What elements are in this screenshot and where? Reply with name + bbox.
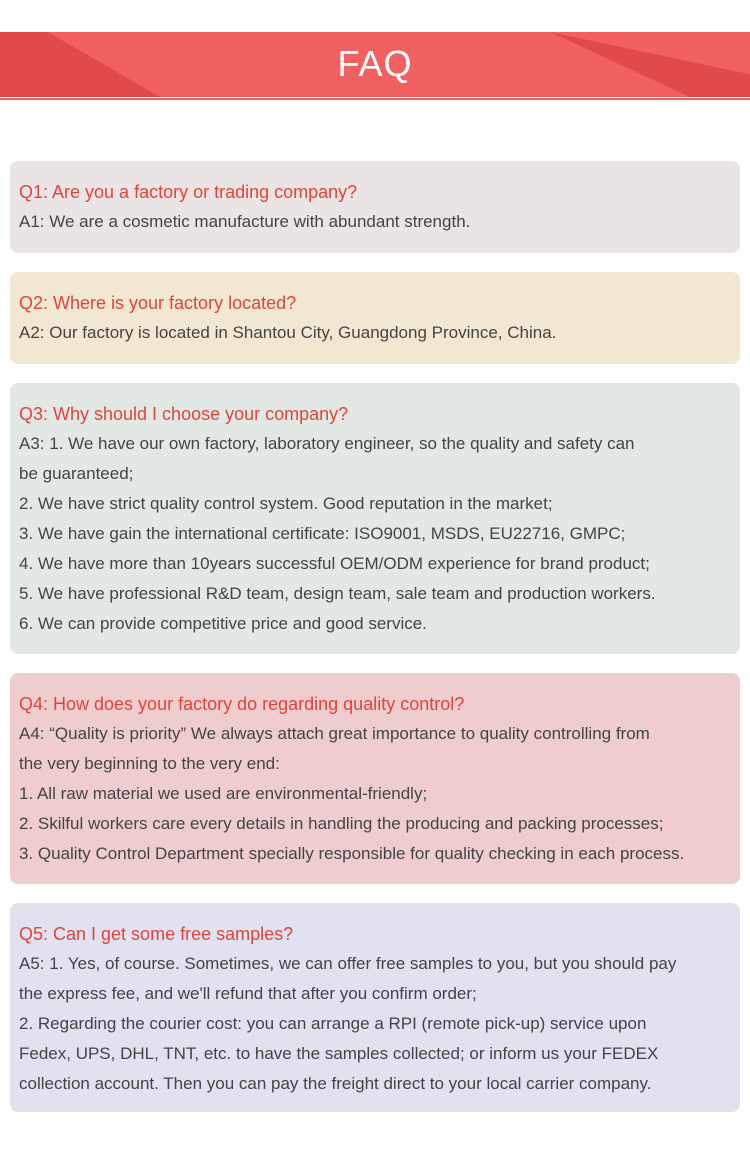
faq-card-q3 — [10, 383, 740, 654]
faq-answer-line: collection account. Then you can pay the freight direct to your local carrier company. — [19, 1074, 652, 1093]
banner-divider — [0, 98, 750, 100]
faq-answer-line: 1. All raw material we used are environmental-friendly; — [19, 784, 428, 803]
faq-answer-line: the very beginning to the very end: — [19, 754, 280, 773]
faq-answer-line: the express fee, and we'll refund that after you confirm order; — [19, 984, 477, 1003]
page-title: FAQ — [337, 43, 413, 84]
faq-question: Q4: How does your factory do regarding quality control? — [19, 694, 465, 714]
faq-answer-line: 2. Skilful workers care every details in handling the producing and packing processes; — [19, 814, 664, 833]
faq-answer-line: 2. Regarding the courier cost: you can arrange a RPI (remote pick-up) service upon — [19, 1014, 647, 1033]
faq-question: Q5: Can I get some free samples? — [19, 924, 294, 944]
faq-answer-line: A5: 1. Yes, of course. Sometimes, we can offer free samples to you, but you should pay — [19, 954, 677, 973]
faq-card-q5 — [10, 903, 740, 1112]
faq-answer-line: 2. We have strict quality control system. Good reputation in the market; — [19, 494, 553, 513]
faq-answer-line: 3. Quality Control Department specially responsible for quality checking in each process. — [19, 844, 685, 863]
faq-question: Q2: Where is your factory located? — [19, 293, 297, 313]
faq-answer-line: A2: Our factory is located in Shantou City, Guangdong Province, China. — [19, 323, 557, 342]
faq-card-q4 — [10, 673, 740, 884]
faq-answer-line: A3: 1. We have our own factory, laboratory engineer, so the quality and safety can — [19, 434, 635, 453]
faq-answer-line: Fedex, UPS, DHL, TNT, etc. to have the samples collected; or inform us your FEDEX — [19, 1044, 659, 1063]
faq-answer-line: A4: “Quality is priority” We always attach great importance to quality controlling from — [19, 724, 650, 743]
faq-question: Q1: Are you a factory or trading company? — [19, 182, 358, 202]
faq-answer-line: A1: We are a cosmetic manufacture with abundant strength. — [19, 212, 471, 231]
faq-answer-line: 4. We have more than 10years successful OEM/ODM experience for brand product; — [19, 554, 650, 573]
faq-answer-line: 3. We have gain the international certificate: ISO9001, MSDS, EU22716, GMPC; — [19, 524, 626, 543]
faq-answer-line: 6. We can provide competitive price and good service. — [19, 614, 427, 633]
faq-banner — [0, 32, 750, 97]
faq-answer-line: 5. We have professional R&D team, design team, sale team and production workers. — [19, 584, 656, 603]
faq-answer-line: be guaranteed; — [19, 464, 134, 483]
faq-card-q2 — [10, 272, 740, 364]
faq-question: Q3: Why should I choose your company? — [19, 404, 349, 424]
faq-card-q1 — [10, 161, 740, 253]
